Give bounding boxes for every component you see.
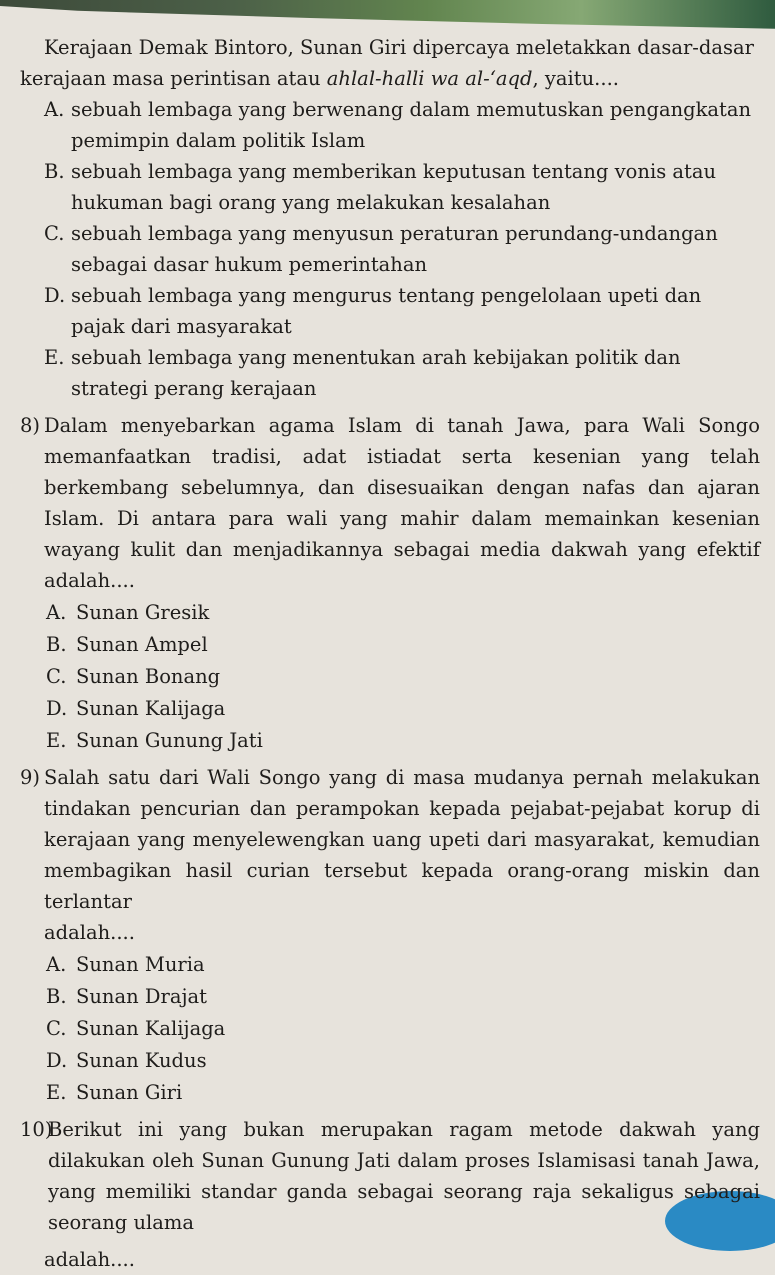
q7-term: ahlal-halli wa al-‘aqd xyxy=(326,67,533,90)
question-9-tail: adalah.... xyxy=(44,921,135,944)
question-8-stem: Dalam menyebarkan agama Islam di tanah Jawa, para Wali Songo memanfaatkan tradisi, adat istiadat serta kesenian yang telah berkembang sebelumnya, dan disesuaikan dengan nafas dan ajaran Islam. Di antara para wali yang mahir dalam memainkan kesenian wayang kulit dan menjadikannya sebagai media dakwah yang efektif adalah.... xyxy=(44,414,760,592)
q7-option-c[interactable]: C. sebuah lembaga yang menyusun peraturan perundang-undangan sebagai dasar hukum pemerintahan xyxy=(44,222,718,276)
document-page xyxy=(20,32,760,1275)
question-10-stem: Berikut ini yang bukan merupakan ragam metode dakwah yang dilakukan oleh Sunan Gunung Jati dalam proses Islamisasi tanah Jawa, yang memiliki standar ganda sebagai seorang raja sekaligus sebagai seorang ulama xyxy=(48,1118,760,1234)
q8-option-c[interactable]: C. Sunan Bonang xyxy=(46,664,221,688)
question-8-number: 8) xyxy=(20,414,41,437)
question-10 xyxy=(20,1114,760,1238)
question-9-stem: Salah satu dari Wali Songo yang di masa mudanya pernah melakukan tindakan pencurian dan perampokan kepada pejabat-pejabat korup di kerajaan yang menyelewengkan uang upeti dari masyarakat, kemudian membagikan hasil curian tersebut kepada orang-orang miskin dan terlantar xyxy=(44,766,760,913)
q9-option-d[interactable]: D. Sunan Kudus xyxy=(46,1048,207,1072)
question-9 xyxy=(20,762,760,917)
q7-stem-line1: Kerajaan Demak Bintoro, Sunan Giri dipercaya meletakkan dasar-dasar xyxy=(44,36,754,59)
q9-option-a[interactable]: A. Sunan Muria xyxy=(46,952,205,976)
q7-option-e[interactable]: E. sebuah lembaga yang menentukan arah kebijakan politik dan strategi perang kerajaan xyxy=(44,346,681,400)
q8-option-d[interactable]: D. Sunan Kalijaga xyxy=(46,696,226,720)
q7-option-d[interactable]: D. sebuah lembaga yang mengurus tentang pengelolaan upeti dan pajak dari masyarakat xyxy=(44,284,702,338)
question-9-number: 9) xyxy=(20,766,41,789)
q9-option-c[interactable]: C. Sunan Kalijaga xyxy=(46,1016,226,1040)
q8-option-a[interactable]: A. Sunan Gresik xyxy=(46,600,210,624)
q8-option-b[interactable]: B. Sunan Ampel xyxy=(46,632,208,656)
q9-option-b[interactable]: B. Sunan Drajat xyxy=(46,984,207,1008)
q7-stem-line2: kerajaan masa perintisan atau ahlal-halli wa al-‘aqd, yaitu.... xyxy=(20,67,619,90)
q7-option-b[interactable]: B. sebuah lembaga yang memberikan keputusan tentang vonis atau hukuman bagi orang yang melakukan kesalahan xyxy=(44,160,717,214)
question-10-tail: adalah.... xyxy=(44,1248,135,1271)
q9-option-e[interactable]: E. Sunan Giri xyxy=(46,1080,183,1104)
q7-option-a[interactable]: A. sebuah lembaga yang berwenang dalam memutuskan pengangkatan pemimpin dalam politik Islam xyxy=(44,98,752,152)
question-8 xyxy=(20,410,760,596)
question-10-number: 10) xyxy=(20,1118,53,1141)
q8-option-e[interactable]: E. Sunan Gunung Jati xyxy=(46,728,263,752)
